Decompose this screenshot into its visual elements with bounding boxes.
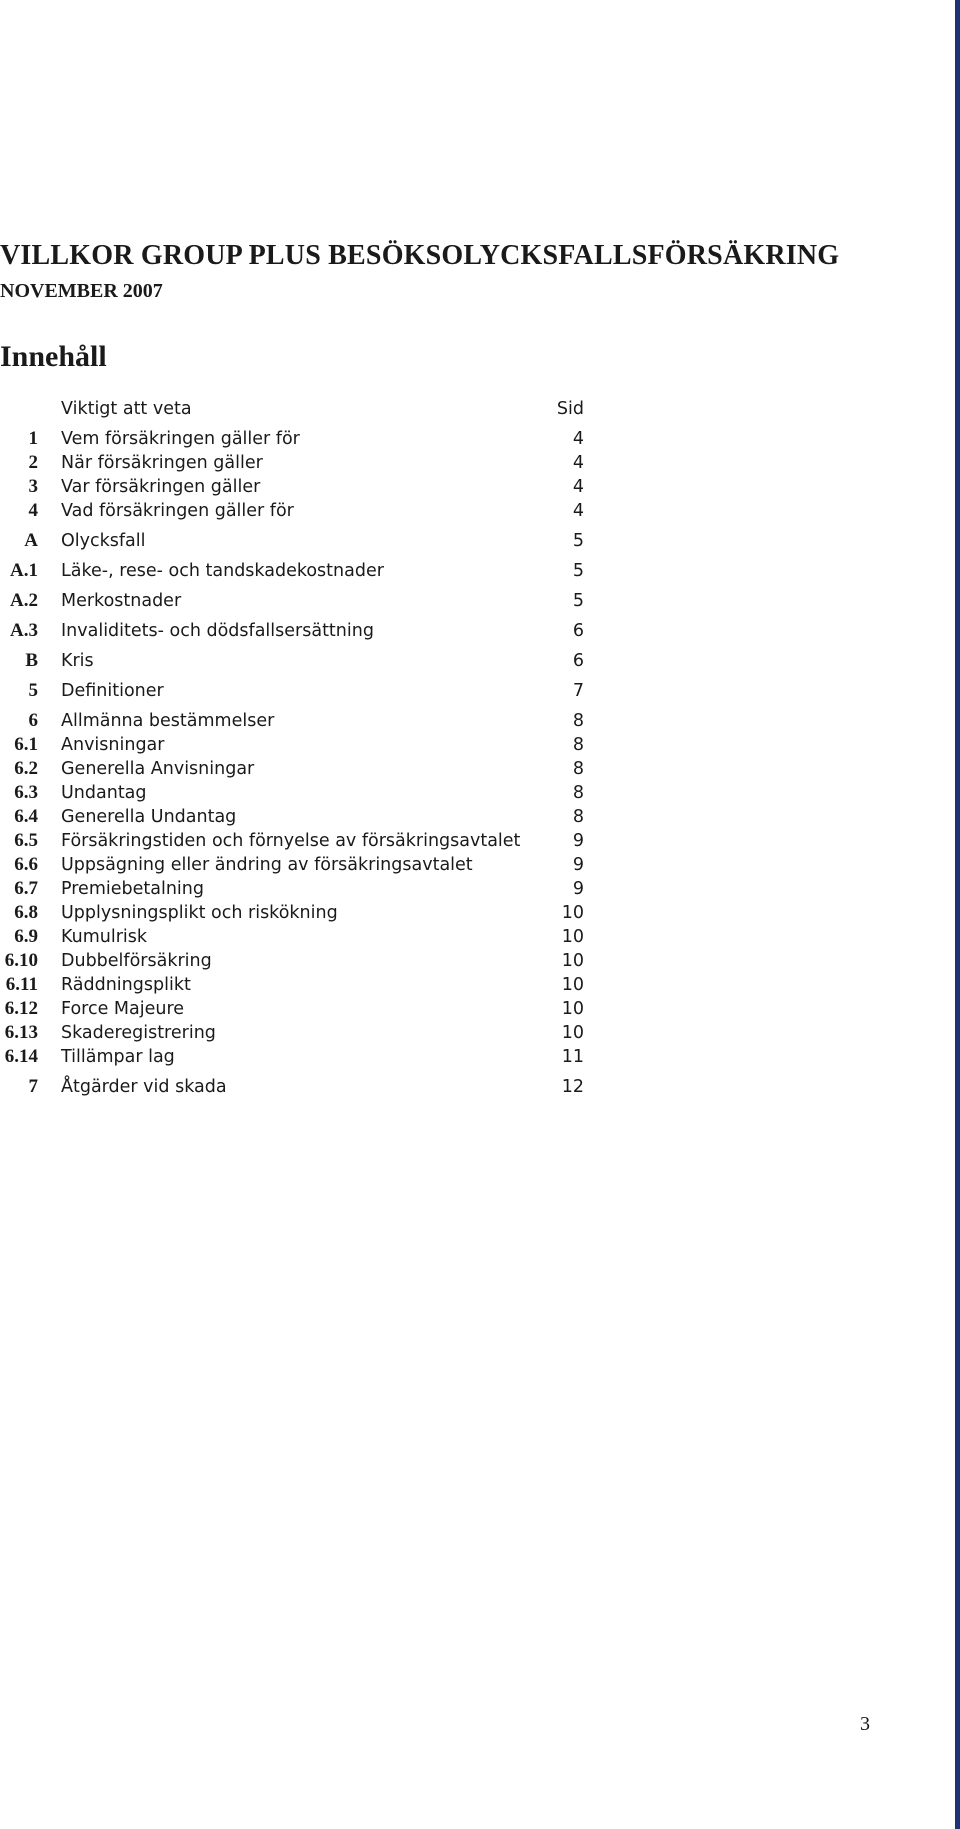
toc-entry-number: 3 (28, 476, 38, 497)
toc-entry-page: 7 (572, 681, 584, 701)
toc-entry[interactable] (0, 499, 584, 523)
toc-entry-number: 6.8 (14, 902, 38, 923)
document-title: VILLKOR GROUP PLUS BESÖKSOLYCKSFALLSFÖRSÄKRING (0, 240, 840, 271)
toc-entry[interactable] (0, 805, 584, 829)
toc-entry[interactable] (0, 733, 584, 757)
toc-entry-number: 6.14 (4, 1046, 38, 1067)
toc-entry[interactable] (0, 559, 584, 583)
toc-entry-page: 6 (572, 621, 584, 641)
toc-entry-title: Var försäkringen gäller (61, 477, 261, 497)
toc-entry-title: Allmänna bestämmelser (61, 711, 275, 731)
document-subtitle: NOVEMBER 2007 (0, 280, 163, 302)
toc-entry-number: 2 (28, 452, 38, 473)
toc-entry-title: Premiebetalning (61, 879, 204, 899)
toc-entry-title: Dubbelförsäkring (61, 951, 212, 971)
toc-entry[interactable] (0, 427, 584, 451)
toc-entry-number: 6.4 (14, 806, 38, 827)
toc-entry-number: 6.3 (14, 782, 38, 803)
toc-entry[interactable] (0, 709, 584, 733)
toc-entry-title: Läke-, rese- och tandskadekostnader (61, 561, 384, 581)
toc-entry[interactable] (0, 1075, 584, 1099)
toc-entry-page: 10 (561, 975, 584, 995)
toc-entry-number: 6.5 (14, 830, 38, 851)
toc-header-title: Viktigt att veta (61, 399, 192, 419)
toc-entry-title: Invaliditets- och dödsfallsersättning (61, 621, 374, 641)
toc-entry-title: Undantag (61, 783, 147, 803)
toc-entry[interactable] (0, 901, 584, 925)
toc-entry-title: Definitioner (61, 681, 164, 701)
toc-entry-title: Force Majeure (61, 999, 185, 1019)
toc-entry-title: Kris (61, 651, 94, 671)
toc-entry-title: Åtgärder vid skada (61, 1077, 227, 1097)
toc-entry-page: 10 (561, 951, 584, 971)
toc-entry-title: Skaderegistrering (61, 1023, 216, 1043)
toc-entry[interactable] (0, 649, 584, 673)
toc-entry-page: 4 (572, 453, 584, 473)
toc-entry[interactable] (0, 757, 584, 781)
toc-entry-page: 4 (572, 477, 584, 497)
toc-entry-page: 10 (561, 1023, 584, 1043)
toc-entry-title: Vad försäkringen gäller för (61, 501, 294, 521)
toc-entry-page: 10 (561, 903, 584, 923)
toc-entry-number: 7 (28, 1076, 38, 1097)
toc-entry-number: 6.13 (4, 1022, 38, 1043)
toc-entry[interactable] (0, 829, 584, 853)
toc-entry-number: 6.12 (4, 998, 38, 1019)
toc-entry-page: 4 (572, 429, 584, 449)
toc-entry-page: 10 (561, 999, 584, 1019)
toc-entry-page: 8 (572, 807, 584, 827)
toc-entry-number: 6.2 (14, 758, 38, 779)
toc-entry-number: 4 (28, 500, 38, 521)
toc-entry[interactable] (0, 679, 584, 703)
toc-entry-number: 6.11 (5, 974, 38, 995)
toc-entry-title: Tillämpar lag (61, 1047, 175, 1067)
toc-entry-number: 1 (28, 428, 38, 449)
toc-entry-page: 12 (561, 1077, 584, 1097)
toc-entry-title: Uppsägning eller ändring av försäkringsavtalet (61, 855, 473, 875)
toc-entry-page: 9 (572, 831, 584, 851)
toc-header-row (0, 397, 584, 421)
toc-entry-title: Vem försäkringen gäller för (61, 429, 300, 449)
toc-entry-page: 9 (572, 879, 584, 899)
toc-entry-number: A.1 (10, 560, 38, 581)
toc-heading: Innehåll (0, 340, 107, 373)
toc-entry[interactable] (0, 589, 584, 613)
toc-header-page: Sid (556, 399, 584, 419)
toc-entry-title: Upplysningsplikt och riskökning (61, 903, 338, 923)
page-number: 3 (860, 1713, 870, 1735)
toc-entry-number: 6.7 (14, 878, 38, 899)
toc-entry-page: 9 (572, 855, 584, 875)
toc-entry-number: B (25, 650, 38, 671)
toc-entry[interactable] (0, 781, 584, 805)
toc-entry[interactable] (0, 451, 584, 475)
toc-entry-number: 5 (28, 680, 38, 701)
toc-entry-number: A (24, 530, 38, 551)
toc-entry[interactable] (0, 475, 584, 499)
toc-entry-page: 8 (572, 759, 584, 779)
toc-entry[interactable] (0, 853, 584, 877)
toc-entry[interactable] (0, 973, 584, 997)
toc-entry-page: 4 (572, 501, 584, 521)
toc-entry-title: Försäkringstiden och förnyelse av försäkringsavtalet (61, 831, 521, 851)
toc-entry-page: 5 (572, 561, 584, 581)
toc-entry[interactable] (0, 949, 584, 973)
toc-entry-title: Merkostnader (61, 591, 182, 611)
toc-entry-page: 8 (572, 735, 584, 755)
toc-entry[interactable] (0, 619, 584, 643)
toc-entry-number: A.2 (10, 590, 38, 611)
toc-entry-number: 6 (28, 710, 38, 731)
toc-entry-page: 8 (572, 711, 584, 731)
toc-entry-page: 11 (561, 1047, 584, 1067)
toc-entry[interactable] (0, 529, 584, 553)
toc-entry[interactable] (0, 1021, 584, 1045)
toc-entry-number: 6.9 (14, 926, 38, 947)
toc-entry-title: Generella Undantag (61, 807, 237, 827)
toc-entry-page: 10 (561, 927, 584, 947)
toc-entry-page: 5 (572, 531, 584, 551)
toc-entry-title: Generella Anvisningar (61, 759, 255, 779)
toc-entry[interactable] (0, 997, 584, 1021)
toc-entry-title: Räddningsplikt (61, 975, 191, 995)
toc-entry-number: 6.10 (4, 950, 38, 971)
toc-entry-page: 8 (572, 783, 584, 803)
toc-entry-title: Anvisningar (61, 735, 165, 755)
toc-entry-number: A.3 (10, 620, 38, 641)
toc-entry-page: 6 (572, 651, 584, 671)
toc-entry-title: Kumulrisk (61, 927, 148, 947)
page-border (955, 0, 960, 1829)
toc-entry-number: 6.6 (14, 854, 38, 875)
toc-entry-number: 6.1 (14, 734, 38, 755)
toc-entry[interactable] (0, 1045, 584, 1069)
toc-entry-title: Olycksfall (61, 531, 146, 551)
toc-entry-page: 5 (572, 591, 584, 611)
toc-entry[interactable] (0, 877, 584, 901)
toc-entry[interactable] (0, 925, 584, 949)
toc-entry-title: När försäkringen gäller (61, 453, 263, 473)
